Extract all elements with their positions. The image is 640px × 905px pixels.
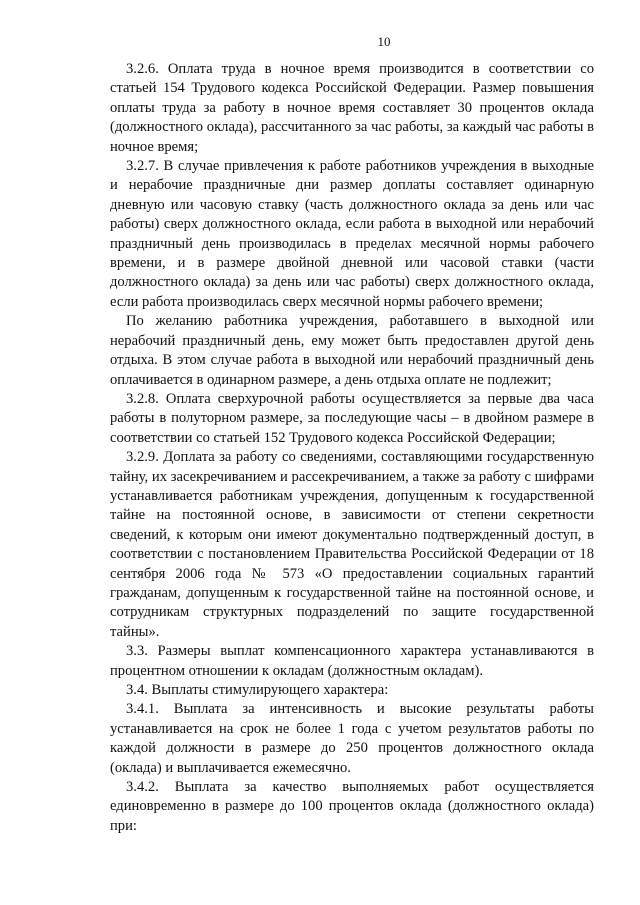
paragraph-3-4-2: 3.4.2. Выплата за качество выполняемых работ осуществляется единовременно в размере до 100 процентов оклада (должностного оклада) при: <box>110 779 594 834</box>
paragraph-3-2-9: 3.2.9. Доплата за работу со сведениями, составляющими государственную тайну, их засекречиванием и рассекречиванием, а также за работу с шифрами устанавливается работникам учреждения, допущенным к государственной тайне на постоянной основе, в зависимости от степени секретности сведений, к которым они имеют документально подтвержденный доступ, в соответствии с постановлением Правительства Российской Федерации от 18 сентября 2006 года № 573 «О предоставлении социальных гарантий гражданам, допущенным к государственной тайне на постоянной основе, и сотрудникам структурных подразделений по защите государственной тайны». <box>110 449 594 640</box>
paragraph-3-2-8: 3.2.8. Оплата сверхурочной работы осуществляется за первые два часа работы в полуторном размере, за последующие часы – в двойном размере в соответствии со статьей 152 Трудового кодекса Российской Федерации; <box>110 390 594 446</box>
paragraph-3-2-6: 3.2.6. Оплата труда в ночное время производится в соответствии со статьей 154 Трудового кодекса Российской Федерации. Размер повышения оплаты труда за работу в ночное время составляет 30 процентов оклада (должностного оклада), рассчитанного за час работы, за каждый час работы в ночное время; <box>110 61 594 155</box>
paragraph-3-4: 3.4. Выплаты стимулирующего характера: <box>126 682 389 698</box>
paragraph-day-off: По желанию работника учреждения, работавшего в выходной или нерабочий праздничный день, ему может быть предоставлен другой день отдыха. В этом случае работа в выходной или нерабочий праздничный день оплачивается в одинарном размере, а день отдыха оплате не подлежит; <box>110 313 594 388</box>
paragraph-3-2-7: 3.2.7. В случае привлечения к работе работников учреждения в выходные и нерабочие праздничные дни размер доплаты составляет одинарную дневную или часовую ставку (часть должностного оклада за день или час работы) сверх должностного оклада, если работа в выходной или нерабочий праздничный день производилась в пределах месячной нормы рабочего времени, и в размере двойной дневной или часовой ставки (части должностного оклада) за день или час работы) сверх должностного оклада, если работа производилась сверх месячной нормы рабочего времени; <box>110 158 594 310</box>
paragraph-3-4-1: 3.4.1. Выплата за интенсивность и высокие результаты работы устанавливается на срок не более 1 года с учетом результатов работы по каждой должности в размере до 250 процентов должностного оклада (оклада) и выплачивается ежемесячно. <box>110 701 594 776</box>
page-number: 10 <box>377 34 391 49</box>
paragraph-3-3: 3.3. Размеры выплат компенсационного характера устанавливаются в процентном отношении к окладам (должностным окладам). <box>110 643 594 679</box>
